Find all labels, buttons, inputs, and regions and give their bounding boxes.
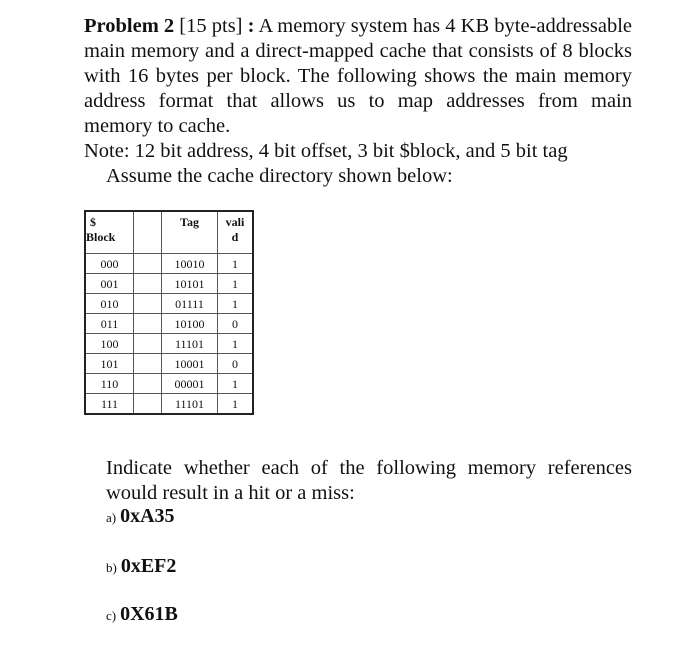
cell-valid: 0 (218, 314, 254, 334)
problem-statement (84, 14, 632, 139)
reference-b-label: b) (106, 560, 117, 575)
cell-block: 011 (85, 314, 134, 334)
table-row (85, 274, 253, 294)
instruction-text: Indicate whether each of the following memory references would result in a hit or a miss: (106, 457, 632, 504)
table-row (85, 354, 253, 374)
cell-spacer (134, 314, 162, 334)
table-row (85, 394, 253, 415)
cell-block: 001 (85, 274, 134, 294)
table-row (85, 254, 253, 274)
table-row (85, 334, 253, 354)
cell-valid: 1 (218, 394, 254, 415)
table-header-row (85, 211, 253, 254)
cell-tag: 10101 (162, 274, 218, 294)
header-valid-line2: d (231, 230, 239, 244)
cell-tag: 10100 (162, 314, 218, 334)
reference-c-label: c) (106, 608, 117, 623)
cell-spacer (134, 334, 162, 354)
header-spacer (134, 211, 162, 254)
cell-tag: 11101 (162, 334, 218, 354)
cell-spacer (134, 374, 162, 394)
cell-tag: 00001 (162, 374, 218, 394)
cell-spacer (134, 394, 162, 415)
table-row (85, 374, 253, 394)
reference-a-label: a) (106, 510, 117, 525)
cell-block: 110 (85, 374, 134, 394)
cell-valid: 1 (218, 374, 254, 394)
header-block-symbol: $ (90, 215, 96, 229)
reference-a (106, 505, 175, 528)
problem-heading: Problem 2 (84, 15, 175, 37)
header-tag: Tag (162, 211, 218, 254)
header-block-label: Block (86, 230, 116, 244)
reference-c (106, 603, 178, 626)
problem-body: A memory system has 4 KB byte-addressable main memory and a direct-mapped cache that consists of 8 blocks with 16 bytes per block. The following shows the main memory address format that allows us to map addresses from main memory to cache. (84, 15, 633, 137)
header-block (85, 211, 134, 254)
reference-a-value: 0xA35 (120, 505, 175, 527)
problem-separator: : (247, 15, 255, 37)
cell-spacer (134, 254, 162, 274)
cell-tag: 11101 (162, 394, 218, 415)
cell-tag: 10001 (162, 354, 218, 374)
problem-points: [15 pts] (179, 15, 243, 37)
header-valid (218, 211, 254, 254)
cell-block: 000 (85, 254, 134, 274)
assume-line: Assume the cache directory shown below: (106, 165, 453, 187)
reference-c-value: 0X61B (120, 603, 178, 625)
table-body (85, 254, 253, 415)
cell-block: 010 (85, 294, 134, 314)
cell-block: 101 (85, 354, 134, 374)
cell-spacer (134, 274, 162, 294)
cell-valid: 1 (218, 254, 254, 274)
table-row (85, 294, 253, 314)
cell-valid: 1 (218, 294, 254, 314)
cell-valid: 1 (218, 274, 254, 294)
cell-tag: 01111 (162, 294, 218, 314)
reference-b (106, 555, 176, 578)
table-row (85, 314, 253, 334)
header-valid-line1: vali (225, 215, 245, 229)
cell-spacer (134, 354, 162, 374)
note-line: Note: 12 bit address, 4 bit offset, 3 bit $block, and 5 bit tag (84, 140, 568, 162)
cell-block: 100 (85, 334, 134, 354)
cell-valid: 1 (218, 334, 254, 354)
cell-spacer (134, 294, 162, 314)
cell-valid: 0 (218, 354, 254, 374)
cache-directory-table (84, 210, 254, 415)
cell-block: 111 (85, 394, 134, 415)
cell-tag: 10010 (162, 254, 218, 274)
reference-b-value: 0xEF2 (120, 555, 177, 577)
